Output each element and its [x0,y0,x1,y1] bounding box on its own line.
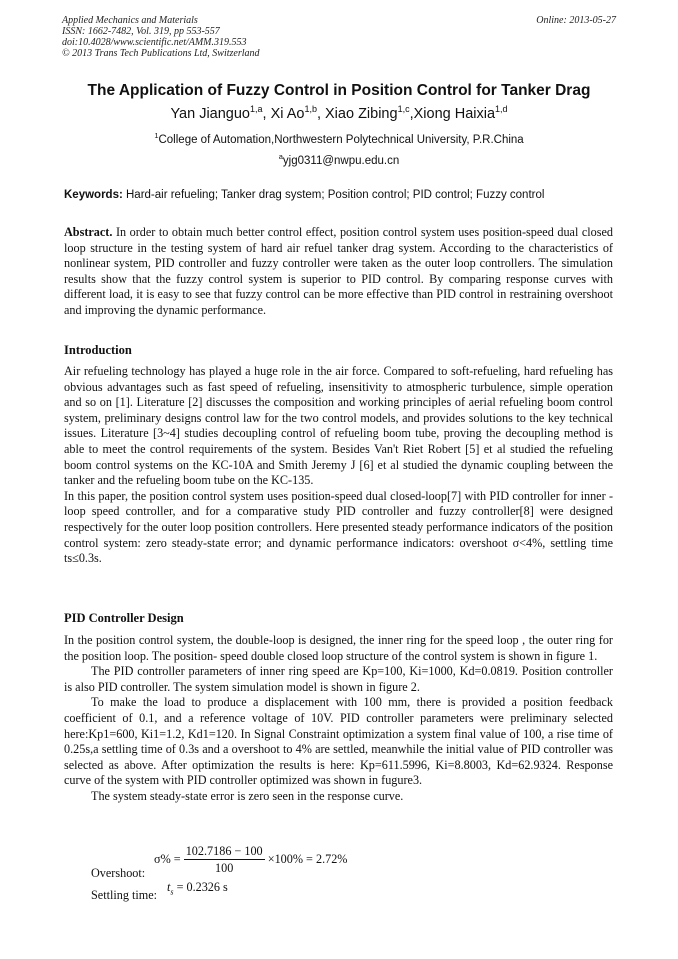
keywords [64,189,624,201]
intro-paragraph: Air refueling technology has played a huge role in the air force. Compared to soft-refueling, hard refueling has obvious advantages such as fast speed of refueling, insensitivity to atmospheric turbulence, simple operation and so on [1]. Literature [2] discusses the composition and working principles of aerial refueling boom control system, preliminary designs control law for the two control models, and provides solutions to the key technical issues. Literature [3~4] studies decoupling control of refueling boom tube, proving the decoupling method is able to meet the control requirements of the system. Besides Van't Riet Robert [5] et al studied the refueling boom control systems on the KC-10A and Smith Jeremy J [6] et al studied the dynamic coupling between the tanker and the refueling boom tube on the KC-135. [64,364,613,488]
author-name: Xiao Zibing [325,105,398,122]
author-name: Xi Ao [270,105,305,122]
author-sup: 1,c [397,104,410,114]
settling-time-label: Settling time: [91,888,158,902]
settling-time-equation [167,880,228,896]
settling-symbol: t [167,880,171,894]
email-sup: a [278,152,283,161]
author-sup: 1,b [304,104,317,114]
abstract-text: In order to obtain much better control effect, position control system uses position-speed dual closed loop structure in the testing system of hard air refuel tanker drag system. According to the characteristics of nonlinear system, PID controller and fuzzy controller were taken as the outer loop controllers. The simulation results show that the fuzzy control system is superior to PID control. By comparing response curves with different load, it is easy to see that fuzzy control can be more effective than PID control in restraining overshoot and improving the dynamic performance. [64,225,614,317]
author-sup: 1,d [495,104,508,114]
copyright-line: © 2013 Trans Tech Publications Ltd, Switzerland [62,48,260,59]
journal-header [62,15,260,59]
intro-paragraph: In this paper, the position control system uses position-speed dual closed-loop[7] with PID controller for inner - loop speed controller, and for a comparative study PID controller and fuzzy controller[8] were designed respectively for the outer loop position controllers. Here presented steady performance indicators of the position control system: zero steady-state error; and dynamic performance indicators: overshoot σ<4%, settling time ts≤0.3s. [64,488,613,566]
pid-paragraph: The PID controller parameters of inner ring speed are Kp=100, Ki=1000, Kd=0.0819. Position controller is also PID controller. The system simulation model is shown in figure 2. [64,664,613,694]
journal-name: Applied Mechanics and Materials [62,15,198,26]
pid-paragraph: In the position control system, the double-loop is designed, the inner ring for the speed loop , the outer ring for the position loop. The position- speed double closed loop structure of the control system is shown in figure 1. [64,633,613,663]
pid-body [64,633,613,805]
pid-paragraph: The system steady-state error is zero seen in the response curve. [91,788,404,803]
author-sup: 1,a [250,104,263,114]
paper-title: The Application of Fuzzy Control in Position Control for Tanker Drag [87,82,591,99]
doi-line: doi:10.4028/www.scientific.net/AMM.319.553 [62,37,247,48]
abstract [64,225,613,319]
affiliation-sup: 1 [154,131,159,140]
affiliation-text: College of Automation,Northwestern Polytechnical University, P.R.China [158,133,524,146]
settling-value: = 0.2326 s [176,880,228,894]
overshoot-rhs: ×100% = 2.72% [267,852,348,866]
author-list: Yan Jianguo$^{1,a}$, Xi Ao$^{1,b}$, Xiao Zibing$^{1,c}$,Xiong Haixia$^{1,d}$ [170,104,508,122]
overshoot-lhs: σ% = [154,852,181,866]
introduction-heading: Introduction [64,343,132,357]
settling-subscript: s [170,887,174,897]
affiliation [0,131,678,146]
introduction-body [64,364,613,567]
overshoot-equation [154,843,347,876]
pid-paragraph: To make the load to produce a displacement with 100 mm, there is provided a position feedback coefficient of 0.1, and a reference voltage of 10V. PID controller parameters were preliminary selected here:Kp1=600, Ki1=1.2, Kd1=120. In Signal Constraint optimization a system final value of 100, a rise time of 0.25s,a settling time of 0.3s and a overshoot to 4% are settled, meanwhile the initial value of PID controller was selected as above. After optimization the results is here: Kp=611.5996, Ki=8.8003, Kd=62.9324. Response curve of the system with PID controller optimized was shown in fugure3. [64,695,613,788]
overshoot-fraction [184,843,265,876]
pid-heading: PID Controller Design [64,611,184,625]
online-date: Online: 2013-05-27 [536,15,616,26]
keywords-text: Hard-air refueling; Tanker drag system; Position control; PID control; Fuzzy control [126,189,545,201]
overshoot-numerator: 102.7186 − 100 [185,844,263,858]
author-name: Xiong Haixia [413,105,496,122]
keywords-label: Keywords: [64,189,123,201]
author-name: Yan Jianguo [170,105,250,122]
email-text: yjg0311@nwpu.edu.cn [282,154,400,167]
abstract-label: Abstract. [64,225,113,239]
overshoot-label: Overshoot: [91,866,146,880]
author-email [0,152,678,167]
overshoot-denominator: 100 [215,861,234,875]
issn-line: ISSN: 1662-7482, Vol. 319, pp 553-557 [62,26,220,37]
